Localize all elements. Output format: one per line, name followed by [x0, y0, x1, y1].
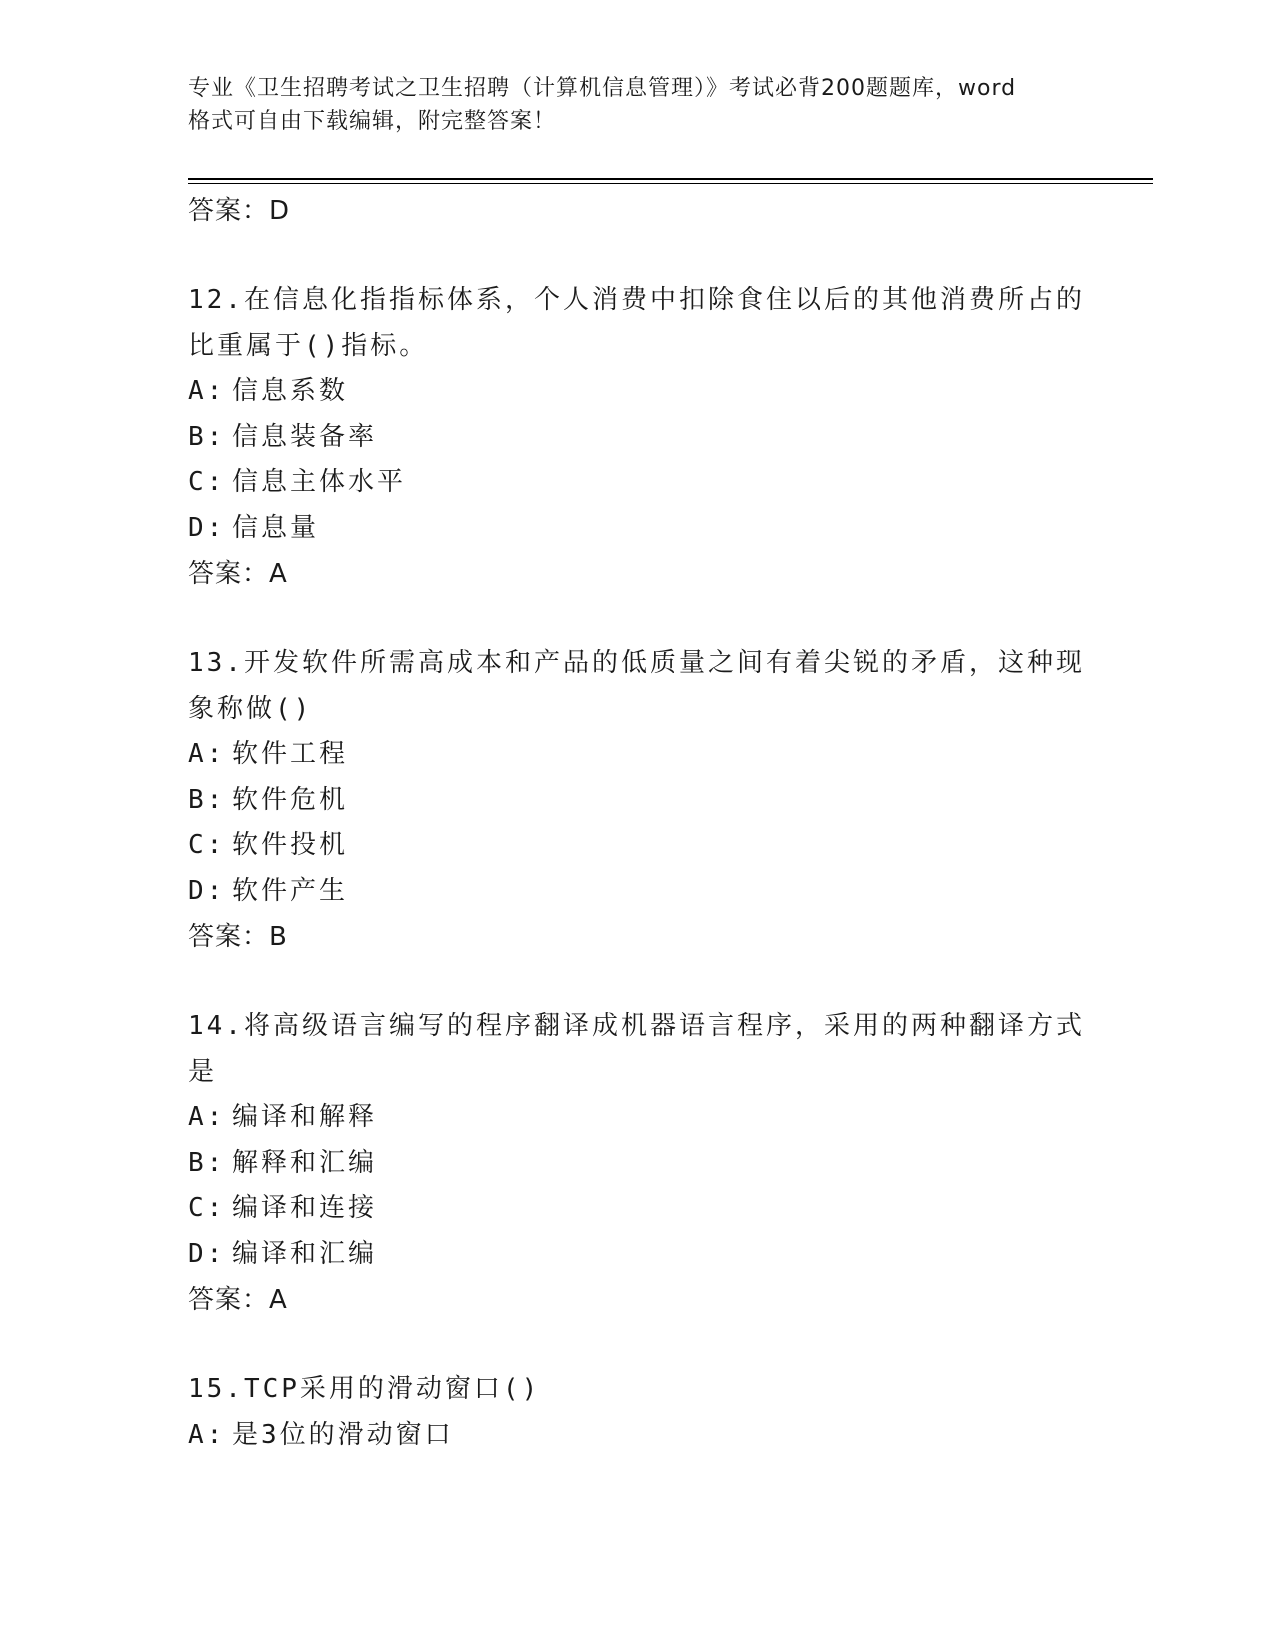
- question-stem-line: 比重属于()指标。: [188, 330, 429, 361]
- question-item: [188, 278, 1088, 597]
- option-d: [188, 506, 1088, 552]
- document-header: [188, 72, 1088, 138]
- option-letter: B:: [188, 1147, 226, 1178]
- answer-line: 答案：B: [188, 922, 288, 952]
- option-text: 编译和汇编: [232, 1238, 378, 1269]
- option-text: 编译和连接: [232, 1193, 378, 1223]
- question-item: [188, 641, 1088, 960]
- option-letter: C:: [188, 467, 226, 497]
- answer-line: 答案：A: [188, 559, 288, 589]
- option-b: [188, 415, 1088, 461]
- option-letter: D:: [188, 512, 226, 543]
- header-line-1: 专业《卫生招聘考试之卫生招聘（计算机信息管理）》考试必背200题题库，word: [188, 76, 1017, 101]
- option-letter: A:: [188, 1102, 226, 1132]
- header-line-2: 格式可自由下载编辑，附完整答案！: [188, 109, 557, 134]
- option-letter: D:: [188, 875, 226, 906]
- question-item: [188, 1367, 1088, 1458]
- option-c: [188, 1186, 1088, 1232]
- option-letter: A:: [188, 1419, 226, 1450]
- question-stem-line: 15.TCP采用的滑动窗口(): [188, 1374, 541, 1404]
- option-text: 软件投机: [232, 830, 349, 860]
- option-text: 解释和汇编: [232, 1147, 378, 1178]
- option-text: 编译和解释: [232, 1102, 378, 1132]
- header-divider-thin: [188, 183, 1153, 184]
- option-a: [188, 1413, 1088, 1459]
- option-letter: C:: [188, 830, 226, 860]
- option-d: [188, 869, 1088, 915]
- question-stem: [188, 1004, 1088, 1095]
- question-list: [188, 188, 1088, 1458]
- question-stem-line: 12.在信息化指指标体系，个人消费中扣除食住以后的其他消费所占的: [188, 285, 1085, 315]
- option-text: 信息量: [232, 512, 320, 543]
- question-stem-line: 13.开发软件所需高成本和产品的低质量之间有着尖锐的矛盾，这种现: [188, 648, 1085, 678]
- option-text: 软件危机: [232, 784, 349, 815]
- option-text: 信息装备率: [232, 421, 378, 452]
- option-text: 软件工程: [232, 739, 349, 769]
- option-text: 软件产生: [232, 875, 349, 906]
- option-b: [188, 778, 1088, 824]
- option-letter: C:: [188, 1193, 226, 1223]
- option-letter: B:: [188, 421, 226, 452]
- question-stem: [188, 1367, 1088, 1413]
- header-divider-thick: [188, 178, 1153, 180]
- question-stem-line: 14.将高级语言编写的程序翻译成机器语言程序，采用的两种翻译方式: [188, 1011, 1085, 1041]
- option-a: [188, 732, 1088, 778]
- question-stem-line: 象称做(): [188, 693, 313, 724]
- question-item: [188, 1004, 1088, 1323]
- option-b: [188, 1141, 1088, 1187]
- option-c: [188, 460, 1088, 506]
- option-letter: D:: [188, 1238, 226, 1269]
- answer-line: 答案：A: [188, 1285, 288, 1315]
- option-letter: A:: [188, 376, 226, 406]
- option-letter: B:: [188, 784, 226, 815]
- question-stem: [188, 641, 1088, 732]
- answer-line: 答案：D: [188, 196, 291, 226]
- question-stem: [188, 278, 1088, 369]
- option-a: [188, 1095, 1088, 1141]
- option-text: 信息主体水平: [232, 467, 407, 497]
- question-stem-line: 是: [188, 1056, 218, 1087]
- option-text: 信息系数: [232, 376, 349, 406]
- option-letter: A:: [188, 739, 226, 769]
- option-d: [188, 1232, 1088, 1278]
- option-a: [188, 369, 1088, 415]
- option-c: [188, 823, 1088, 869]
- option-text: 是3位的滑动窗口: [232, 1419, 454, 1450]
